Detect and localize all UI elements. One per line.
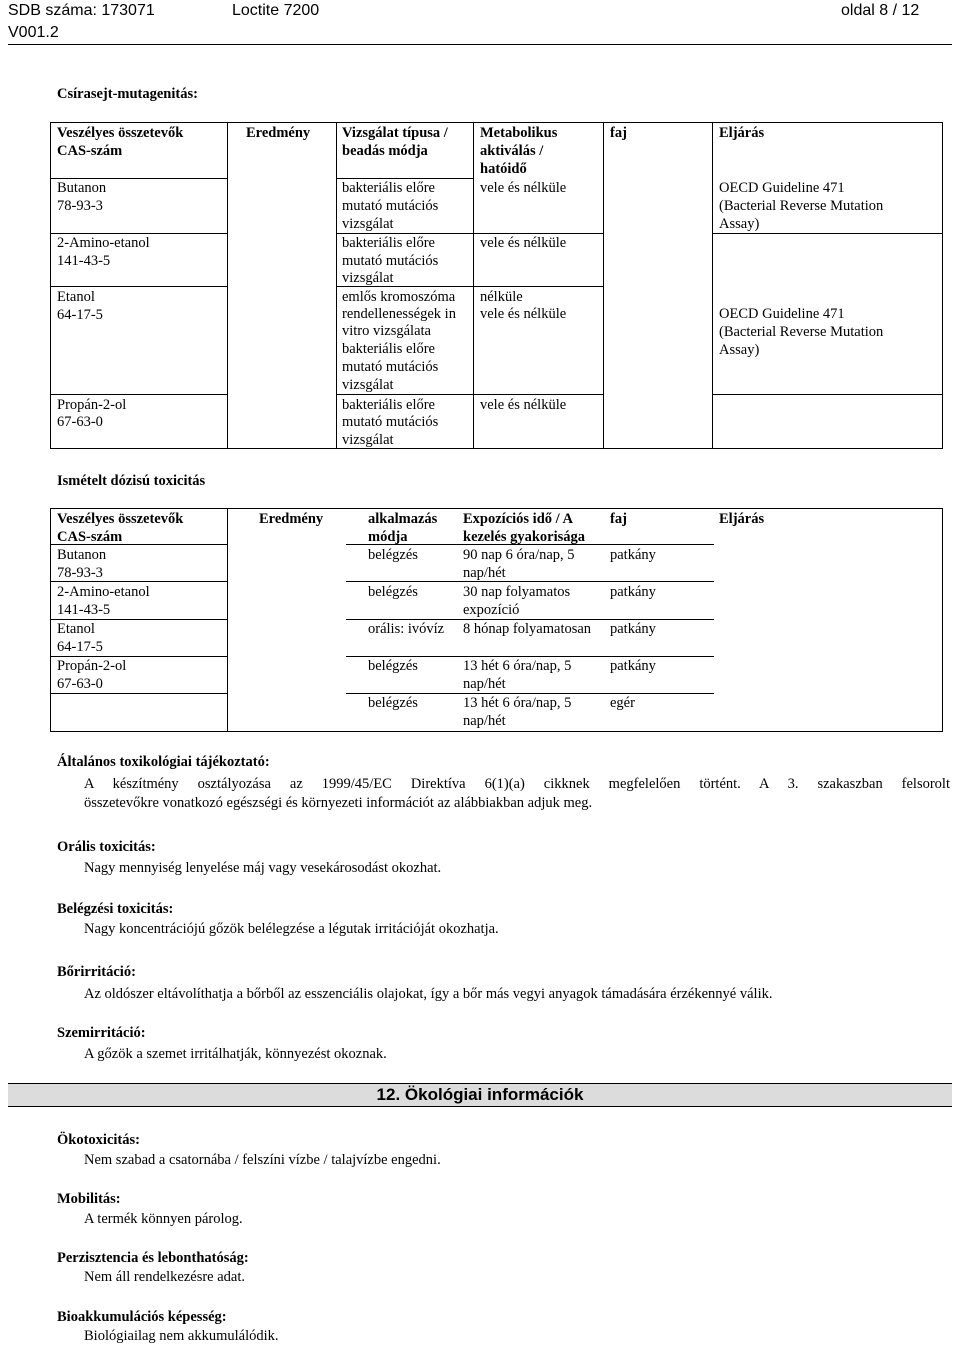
table-row-method: (Bacterial Reverse Mutation (719, 198, 884, 214)
table-row-metabolic: nélküle (480, 289, 523, 305)
ecotox-text: Nem szabad a csatornába / felszíni vízbe / talajvízbe engedni. (84, 1152, 441, 1168)
table-row-exposure: expozíció (463, 602, 520, 618)
mobility-title: Mobilitás: (57, 1191, 121, 1207)
inhalation-title: Belégzési toxicitás: (57, 901, 174, 917)
germ-col-metabolic-2: aktiválás / (480, 143, 544, 159)
table-row-component: Propán-2-ol (57, 658, 127, 674)
skin-text: Az oldószer eltávolíthatja a bőrből az esszenciális olajokat, így a bőr más vegyi anyagok támadására érzékennyé válik. (84, 986, 773, 1002)
repeated-col-exposure: Expozíciós idő / A (463, 511, 573, 527)
germ-col-result: Eredmény (246, 125, 311, 141)
germ-col-method: Eljárás (719, 125, 765, 141)
table-row-method: Assay) (719, 342, 760, 358)
skin-title: Bőrirritáció: (57, 964, 136, 980)
mobility-text: A termék könnyen párolog. (84, 1211, 243, 1227)
germ-col-cas: CAS-szám (57, 143, 123, 159)
table-row-method: OECD Guideline 471 (719, 306, 845, 322)
table-row-type: vizsgálat (342, 432, 394, 448)
table-row-component: Butanon (57, 547, 107, 563)
oral-text: Nagy mennyiség lenyelése máj vagy vesekárosodást okozhat. (84, 860, 442, 876)
table-row-exposure: 13 hét 6 óra/nap, 5 (463, 695, 572, 711)
repeated-col-exposure-2: kezelés gyakorisága (463, 529, 586, 545)
eye-title: Szemirritáció: (57, 1025, 146, 1041)
table-row-exposure: nap/hét (463, 565, 506, 581)
table-row-metabolic: vele és nélküle (480, 180, 567, 196)
table-row-type: rendellenességek in (342, 306, 456, 322)
table-row-exposure: nap/hét (463, 713, 506, 729)
table-row-type: mutató mutációs (342, 359, 439, 375)
bioaccumulation-text: Biológiailag nem akkumulálódik. (84, 1328, 279, 1344)
table-row-component: Etanol (57, 621, 95, 637)
table-row-route: belégzés (368, 658, 418, 674)
table-row-component: 2-Amino-etanol (57, 235, 150, 251)
table-row-species: patkány (610, 547, 656, 563)
table-row-type: bakteriális előre (342, 397, 435, 413)
inhalation-text: Nagy koncentrációjú gőzök belélegzése a légutak irritációját okozhatja. (84, 921, 499, 937)
repeated-col-cas: CAS-szám (57, 529, 123, 545)
table-row-type: vizsgálat (342, 270, 394, 286)
table-row-route: belégzés (368, 695, 418, 711)
general-text-line2: összetevőkre vonatkozó egészségi és környezeti információt az alábbiakban adjuk meg. (84, 795, 593, 811)
germ-col-species: faj (610, 125, 627, 141)
repeated-col-component: Veszélyes összetevők (57, 511, 184, 527)
table-row-exposure: 8 hónap folyamatosan (463, 621, 592, 637)
table-row-type: emlős kromoszóma (342, 289, 456, 305)
table-row-route: belégzés (368, 547, 418, 563)
table-row-exposure: 13 hét 6 óra/nap, 5 (463, 658, 572, 674)
version: V001.2 (8, 24, 59, 41)
germ-col-type: Vizsgálat típusa / (342, 125, 448, 141)
table-row-exposure: 90 nap 6 óra/nap, 5 (463, 547, 575, 563)
table-row-metabolic: vele és nélküle (480, 397, 567, 413)
table-row-component: 2-Amino-etanol (57, 584, 150, 600)
table-row-cas: 67-63-0 (57, 676, 103, 692)
table-row-route: belégzés (368, 584, 418, 600)
germ-col-component: Veszélyes összetevők (57, 125, 184, 141)
table-row-method: (Bacterial Reverse Mutation (719, 324, 884, 340)
product-name: Loctite 7200 (232, 2, 320, 19)
table-row-type: vizsgálat (342, 216, 394, 232)
table-row-method: OECD Guideline 471 (719, 180, 845, 196)
table-row-cas: 141-43-5 (57, 253, 111, 269)
table-row-metabolic: vele és nélküle (480, 306, 567, 322)
table-row-cas: 141-43-5 (57, 602, 111, 618)
repeated-col-route-2: módja (368, 529, 408, 545)
germ-col-metabolic-3: hatóidő (480, 161, 527, 177)
table-row-type: bakteriális előre (342, 341, 435, 357)
general-text-line1: A készítmény osztályozása az 1999/45/EC Direktíva 6(1)(a) cikknek megfelelően történt. A 3. szakaszban felsorolt (84, 776, 950, 792)
ecotox-title: Ökotoxicitás: (57, 1132, 140, 1148)
table-row-type: mutató mutációs (342, 198, 439, 214)
table-row-cas: 67-63-0 (57, 414, 103, 430)
germ-col-metabolic: Metabolikus (480, 125, 558, 141)
table-row-species: patkány (610, 621, 656, 637)
germ-title: Csírasejt-mutagenitás: (57, 86, 198, 102)
bioaccumulation-title: Bioakkumulációs képesség: (57, 1309, 227, 1325)
table-row-species: patkány (610, 658, 656, 674)
repeated-col-species: faj (610, 511, 627, 527)
header-rule (8, 44, 952, 45)
table-row-species: egér (610, 695, 635, 711)
table-row-exposure: 30 nap folyamatos (463, 584, 571, 600)
repeated-col-result: Eredmény (259, 511, 324, 527)
table-row-component: Propán-2-ol (57, 397, 127, 413)
oral-title: Orális toxicitás: (57, 839, 156, 855)
repeated-title: Ismételt dózisú toxicitás (57, 473, 206, 489)
table-row-cas: 64-17-5 (57, 307, 103, 323)
persistence-text: Nem áll rendelkezésre adat. (84, 1269, 246, 1285)
table-row-metabolic: vele és nélküle (480, 235, 567, 251)
table-row-cas: 64-17-5 (57, 639, 103, 655)
table-row-type: vizsgálat (342, 377, 394, 393)
general-title: Általános toxikológiai tájékoztató: (57, 754, 270, 770)
table-row-type: mutató mutációs (342, 253, 439, 269)
germ-col-type-2: beadás módja (342, 143, 428, 159)
table-row-type: bakteriális előre (342, 235, 435, 251)
table-row-method: Assay) (719, 216, 760, 232)
table-row-component: Etanol (57, 289, 95, 305)
section-12-title: 12. Ökológiai információk (376, 1085, 584, 1104)
table-row-exposure: nap/hét (463, 676, 506, 692)
table-row-type: vitro vizsgálata (342, 323, 431, 339)
table-row-route: orális: ivóvíz (368, 621, 445, 637)
repeated-col-route: alkalmazás (368, 511, 438, 527)
table-row-component: Butanon (57, 180, 107, 196)
table-row-type: bakteriális előre (342, 180, 435, 196)
page-number: oldal 8 / 12 (841, 2, 920, 19)
repeated-col-method: Eljárás (719, 511, 765, 527)
table-row-type: mutató mutációs (342, 414, 439, 430)
table-row-cas: 78-93-3 (57, 565, 103, 581)
sdb-number: SDB száma: 173071 (8, 2, 155, 19)
table-row-cas: 78-93-3 (57, 198, 103, 214)
eye-text: A gőzök a szemet irritálhatják, könnyezést okoznak. (84, 1046, 387, 1062)
table-row-species: patkány (610, 584, 656, 600)
persistence-title: Perzisztencia és lebonthatóság: (57, 1250, 249, 1266)
